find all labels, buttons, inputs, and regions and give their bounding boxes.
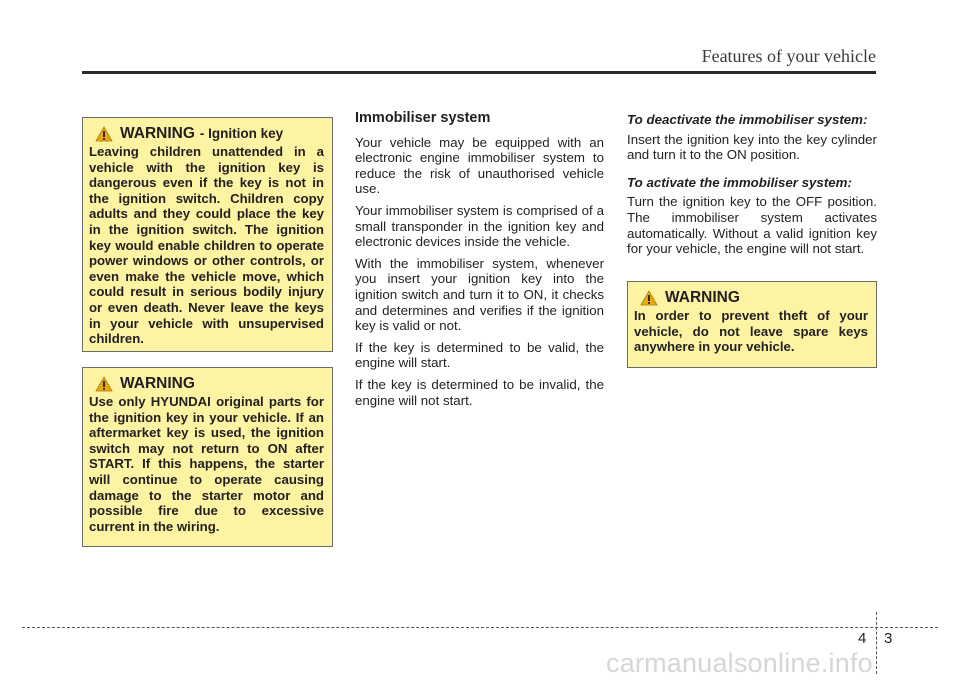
warning-subtitle: - Ignition key xyxy=(199,126,284,142)
warning-theft-box xyxy=(627,281,877,368)
warning-triangle-icon xyxy=(95,376,113,392)
chapter-number: 4 xyxy=(858,630,867,647)
warning-title: WARNING xyxy=(120,125,195,143)
warning-title: WARNING xyxy=(120,375,195,393)
paragraph: With the immobiliser system, whenever you insert your ignition key into the ignition switch and turn it to ON, it checks and determines and verifies if the ignition key is valid or not. xyxy=(355,255,604,334)
warning-title: WARNING xyxy=(665,289,740,307)
page-number-divider xyxy=(876,612,877,674)
warning-title-row xyxy=(640,290,868,306)
footer-rule xyxy=(22,627,938,628)
warning-title-row xyxy=(95,126,324,142)
watermark: carmanualsonline.info xyxy=(606,648,873,678)
warning-title-row xyxy=(95,376,324,392)
paragraph: If the key is determined to be invalid, the engine will not start. xyxy=(355,376,604,408)
warning-triangle-icon xyxy=(95,126,113,142)
paragraph: Insert the ignition key into the key cylinder and turn it to the ON position. xyxy=(627,131,877,163)
page-header-title: Features of your vehicle xyxy=(701,46,876,66)
warning-original-parts-box xyxy=(82,367,333,547)
immobiliser-section xyxy=(355,111,604,414)
paragraph: Your immobiliser system is comprised of a small transponder in the ignition key and electronic devices inside the vehicle. xyxy=(355,202,604,250)
page-number: 3 xyxy=(884,630,893,647)
subheading-activate: To activate the immobiliser system: xyxy=(627,174,852,190)
paragraph: Turn the ignition key to the OFF position. The immobiliser system activates automatically. Without a valid ignition key for your vehicle, the engine will not start. xyxy=(627,194,877,257)
header-rule xyxy=(82,71,876,74)
warning-body: Use only HYUNDAI original parts for the ignition key in your vehicle. If an aftermarket key is used, the ignition switch may not return to ON after START. If this happens, the starter will continue to operate causing damage to the starter motor and possible fire due to excessive current in the wiring. xyxy=(89,394,324,534)
subheading-deactivate: To deactivate the immobiliser system: xyxy=(627,112,868,127)
warning-body: In order to prevent theft of your vehicle, do not leave spare keys anywhere in your vehicle. xyxy=(634,308,868,355)
section-heading: Immobiliser system xyxy=(355,110,491,126)
warning-triangle-icon xyxy=(640,290,658,306)
warning-body: Leaving children unattended in a vehicle with the ignition key is dangerous even if the key is not in the ignition switch. Children copy adults and they could place the key in the ignition switch. The ignition key would enable children to operate power windows or other controls, or even make the vehicle move, which could result in serious bodily injury or even death. Never leave the keys in your vehicle with unsupervised children. xyxy=(89,144,324,347)
paragraph: If the key is determined to be valid, the engine will start. xyxy=(355,339,604,371)
paragraph: Your vehicle may be equipped with an electronic engine immobiliser system to reduce the risk of unauthorised vehicle use. xyxy=(355,134,604,197)
deactivate-activate-section xyxy=(627,112,877,263)
warning-ignition-key-box xyxy=(82,117,333,352)
